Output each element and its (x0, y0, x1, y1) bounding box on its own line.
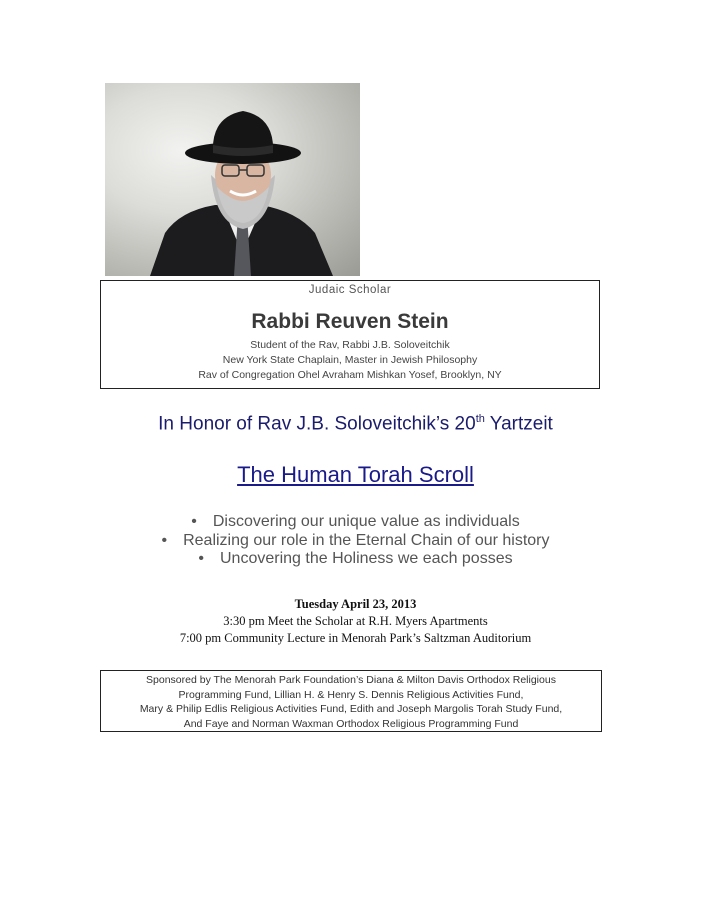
event-schedule-item: 7:00 pm Community Lecture in Menorah Park’s Saltzman Auditorium (179, 631, 532, 645)
sponsor-line: Sponsored by The Menorah Park Foundation’s Diana & Milton Davis Orthodox Religious (146, 674, 556, 686)
scholar-photo (105, 83, 360, 276)
topic-item: • Discovering our unique value as individuals (0, 513, 711, 532)
sponsor-line: And Faye and Norman Waxman Orthodox Religious Programming Fund (183, 717, 519, 730)
honor-prefix: In Honor of Rav J.B. Soloveitchik’s 20 (158, 413, 476, 435)
scholar-credential: Student of the Rav, Rabbi J.B. Soloveitchik (250, 339, 450, 351)
sponsor-line: Mary & Philip Edlis Religious Activities Fund, Edith and Joseph Margolis Torah Study Fund, (139, 703, 563, 715)
scholar-info-box (100, 280, 600, 389)
event-date: Tuesday April 23, 2013 (294, 597, 417, 611)
talk-title: The Human Torah Scroll (237, 462, 474, 487)
honor-heading (0, 413, 711, 435)
topic-item: • Realizing our role in the Eternal Chain of our history (0, 532, 711, 551)
sponsor-line: Programming Fund, Lillian H. & Henry S. Dennis Religious Activities Fund, (178, 688, 524, 701)
sponsors-box (100, 670, 602, 732)
honor-suffix: Yartzeit (484, 413, 553, 435)
topic-item: • Uncovering the Holiness we each posses (0, 550, 711, 569)
honor-superscript: th (475, 413, 485, 425)
scholar-kicker: Judaic Scholar (308, 284, 392, 296)
topic-list (0, 513, 711, 569)
scholar-name: Rabbi Reuven Stein (251, 310, 449, 333)
scholar-credential: New York State Chaplain, Master in Jewish Philosophy (222, 354, 478, 366)
event-schedule-item: 3:30 pm Meet the Scholar at R.H. Myers Apartments (223, 614, 488, 628)
event-details (0, 596, 711, 647)
scholar-credential: Rav of Congregation Ohel Avraham Mishkan Yosef, Brooklyn, NY (198, 369, 502, 381)
